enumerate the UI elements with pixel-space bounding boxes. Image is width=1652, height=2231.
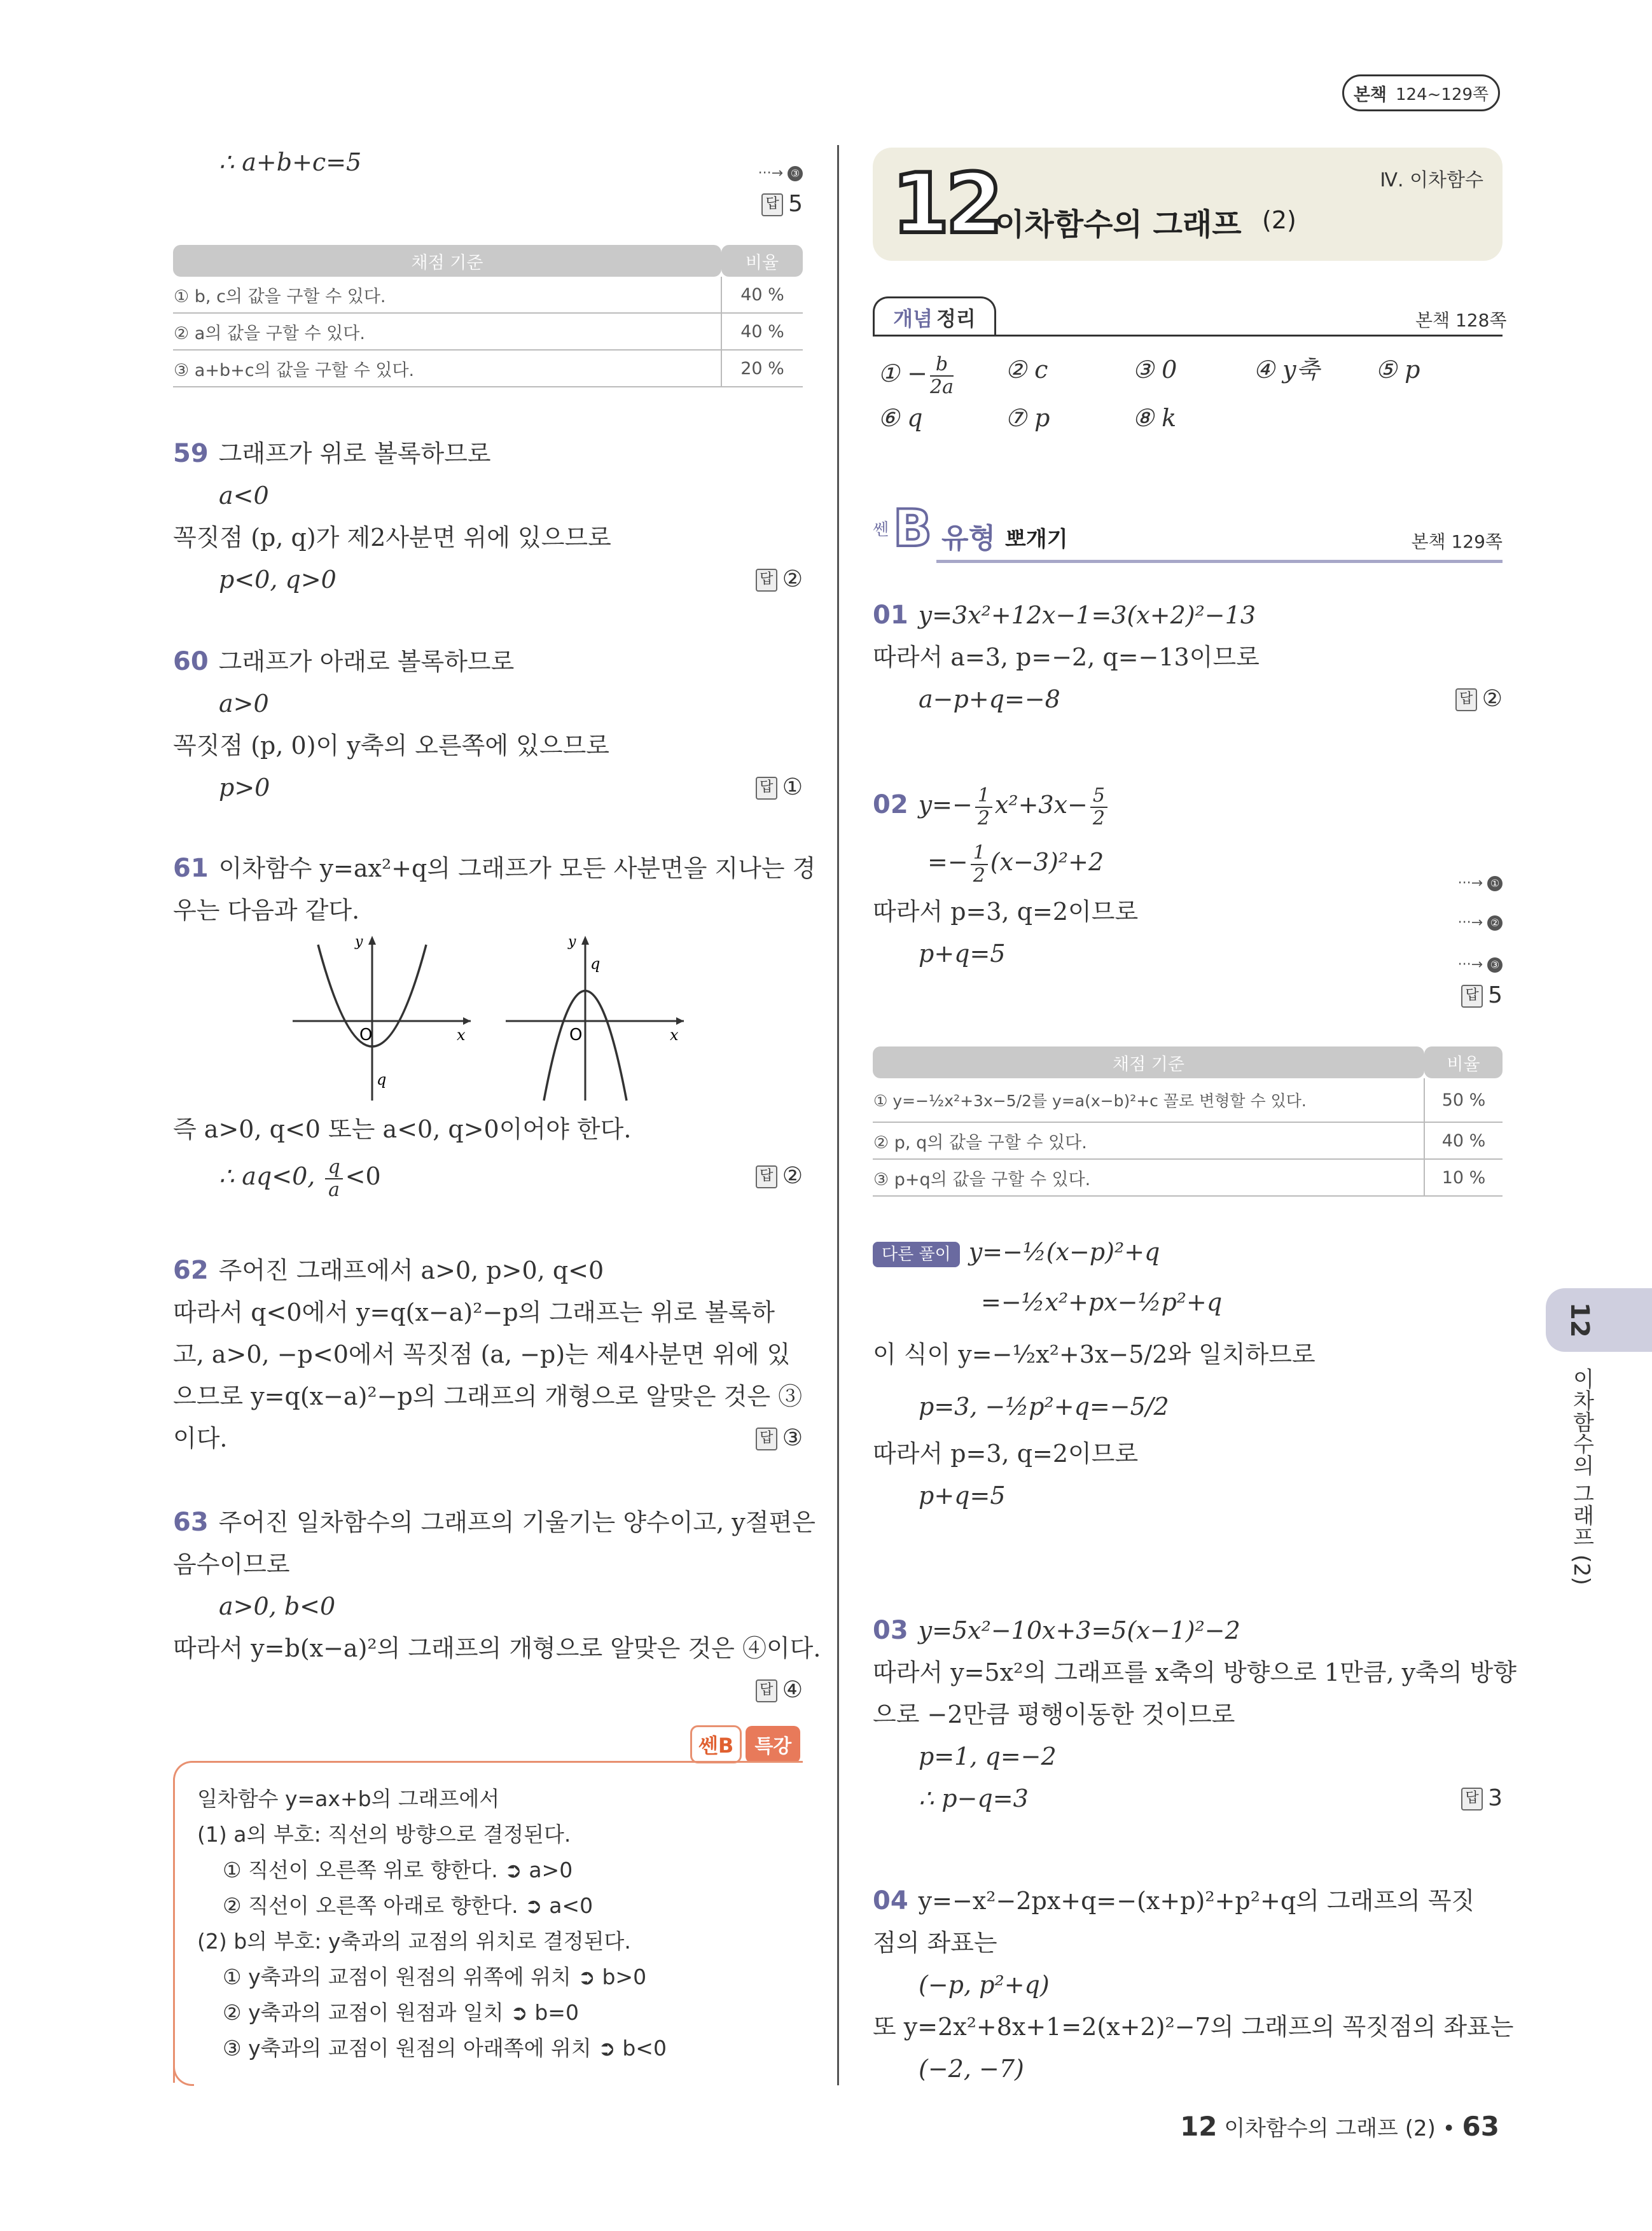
text-line: (−2, −7) [919, 2055, 1024, 2083]
answer-badge: 답 ① [756, 767, 803, 809]
concept-item: ② c [1005, 356, 1048, 384]
section-title-b: 뽀개기 [1005, 527, 1068, 552]
concept-ref: 본책 128쪽 [1415, 310, 1507, 331]
tip-line: (1) a의 부호: 직선의 방향으로 결정된다. [197, 1822, 571, 1847]
tip-line: ② 직선이 오른쪽 아래로 향한다. ➲ a<0 [223, 1893, 593, 1918]
step-marker-3: ③ [1487, 957, 1503, 973]
graph2-q-label: q [590, 955, 600, 973]
text-line: 따라서 p=3, q=2이므로 [873, 1440, 1139, 1468]
page-footer [1180, 2111, 1499, 2142]
text-line: ∴ p−q=3 [919, 1784, 1029, 1812]
text-line: x²+3x− [994, 791, 1088, 819]
text-line: 점의 좌표는 [873, 1929, 997, 1957]
section-header [873, 499, 1503, 564]
text-line: a>0, b<0 [219, 1592, 336, 1620]
fraction-denominator: 2 [973, 864, 985, 887]
text-line: 으므로 y=q(x−a)²−p의 그래프의 개형으로 알맞은 것은 ③ [173, 1382, 803, 1410]
text-line: p=1, q=−2 [919, 1742, 1057, 1770]
tip-box-content [197, 1781, 667, 2066]
problem-60 [173, 641, 803, 809]
graph1-y-label: y [355, 934, 363, 950]
graph1-q-label: q [377, 1071, 387, 1088]
answer-badge: 답 ② [756, 1150, 803, 1202]
fraction-denominator: 2a [930, 375, 954, 398]
fraction-numerator: b [930, 354, 954, 377]
graph2-x-label: x [670, 1026, 679, 1044]
concept-label-b: 정리 [936, 306, 976, 331]
answer-value: 5 [1488, 982, 1503, 1008]
scoring-table [173, 245, 803, 387]
table-row [873, 1159, 1503, 1196]
text-line: 고, a>0, −p<0에서 꼭짓점 (a, −p)는 제4사분면 위에 있 [173, 1340, 791, 1368]
step-marker: ···→ ③ [758, 153, 803, 195]
tip-line: (2) b의 부호: y축과의 교점의 위치로 결정된다. [197, 1929, 631, 1954]
fraction-numerator: 5 [1090, 785, 1107, 808]
text-line: 주어진 그래프에서 a>0, p>0, q<0 [218, 1256, 604, 1284]
table-row [173, 350, 803, 387]
fraction-numerator: 1 [971, 842, 988, 865]
text-line: 그래프가 아래로 볼록하므로 [218, 648, 515, 676]
side-tab-number: 12 [1565, 1302, 1594, 1338]
ratio-cell: 50 % [1424, 1078, 1503, 1122]
text-line: a−p+q=−8 [919, 685, 1060, 713]
text-line: 으로 −2만큼 평행이동한 것이므로 [873, 1700, 1235, 1728]
text-line: a<0 [219, 482, 269, 510]
ratio-cell: 20 % [721, 350, 803, 387]
concept-item: ③ 0 [1132, 356, 1177, 384]
concept-item: ⑥ q [878, 404, 923, 432]
concept-item: ⑧ k [1132, 404, 1177, 432]
equation-line: ∴ a+b+c=5 [219, 148, 362, 176]
table-row [173, 277, 803, 313]
left-column [173, 141, 803, 225]
section-title-a: 유형 [941, 522, 996, 555]
text-line: y=5x²−10x+3=5(x−1)²−2 [918, 1616, 1240, 1644]
table-header-ratio: 비율 [1424, 1046, 1503, 1078]
text-line: 이 식이 y=−½x²+3x−5/2와 일치하므로 [873, 1340, 1315, 1368]
problem-62 [173, 1249, 803, 1459]
fraction-denominator: 2 [1092, 807, 1105, 830]
answer-value: 5 [788, 191, 803, 217]
chapter-side-tab[interactable] [1546, 1288, 1652, 1352]
problem-01 [873, 594, 1503, 720]
parabola-graphs [280, 932, 693, 1104]
problem-03 [873, 1609, 1517, 1819]
table-row [173, 313, 803, 350]
problem-number: 61 [173, 854, 209, 883]
problem-61 [173, 847, 816, 931]
answer-value: 3 [1488, 1785, 1503, 1811]
tip-line: ① y축과의 교점이 원점의 위쪽에 위치 ➲ b>0 [223, 1964, 647, 1989]
text-line: y=−x²−2px+q=−(x+p)²+p²+q의 그래프의 꼭짓 [918, 1887, 1475, 1915]
answer-value: ② [782, 566, 803, 592]
text-line: 이차함수 y=ax²+q의 그래프가 모든 사분면을 지나는 경 [218, 854, 816, 882]
problem-number: 03 [873, 1616, 908, 1645]
ratio-cell: 40 % [721, 313, 803, 350]
answer-badge: 답 ② [1455, 678, 1503, 720]
text-line: (−p, p²+q) [919, 1971, 1050, 1999]
problem-02 [873, 776, 1503, 1017]
criteria-cell: ③ p+q의 값을 구할 수 있다. [873, 1159, 1424, 1196]
problem-number: 01 [873, 601, 908, 630]
concept-item: ⑤ p [1375, 356, 1420, 384]
text-line: p>0 [219, 774, 270, 802]
text-line: a>0 [219, 690, 269, 718]
text-line: 따라서 a=3, p=−2, q=−13이므로 [873, 643, 1260, 671]
text-line: p+q=5 [919, 1482, 1006, 1510]
text-line: 따라서 p=3, q=2이므로 [873, 898, 1139, 926]
concept-item: ① − [878, 359, 927, 387]
text-line: 꼭짓점 (p, 0)이 y축의 오른쪽에 있으므로 [173, 732, 610, 760]
ratio-cell: 40 % [721, 277, 803, 313]
tip-line: ③ y축과의 교점이 원점의 아래쪽에 위치 ➲ b<0 [223, 2036, 667, 2061]
side-tab-title: 이차함수의 그래프 (2) [1569, 1368, 1594, 1585]
step-marker: ···→ ① [1458, 855, 1503, 912]
column-divider [837, 145, 839, 2085]
tip-badge [690, 1725, 800, 1760]
text-line: 주어진 일차함수의 그래프의 기울기는 양수이고, y절편은 [218, 1508, 816, 1536]
fraction-numerator: 1 [975, 785, 992, 808]
fraction-numerator: q [325, 1157, 342, 1179]
text-line: y=−½(x−p)²+q [968, 1238, 1160, 1266]
text-line: =− [927, 848, 968, 876]
problem-59 [173, 433, 803, 601]
concept-label-a: 개념 [893, 306, 933, 331]
table-header-ratio: 비율 [721, 245, 803, 277]
text-line: 우는 다음과 같다. [173, 896, 360, 924]
answer-value: ③ [782, 1425, 803, 1451]
problem-number: 04 [873, 1886, 908, 1915]
section-ref: 본책 129쪽 [1411, 531, 1503, 552]
answer-value: ④ [782, 1677, 803, 1703]
concept-underline [873, 335, 1503, 337]
table-row [873, 1078, 1503, 1122]
text-line: p<0, q>0 [219, 566, 337, 594]
scoring-table-2 [873, 1046, 1503, 1197]
text-line: 꼭짓점 (p, q)가 제2사분면 위에 있으므로 [173, 524, 611, 552]
tip-badge-label: 특강 [746, 1726, 800, 1763]
footer-chapter-number: 12 [1180, 2111, 1218, 2142]
step-marker-2: ② [1487, 915, 1503, 931]
fraction-denominator: a [328, 1178, 340, 1201]
footer-separator: • [1442, 2116, 1455, 2141]
text-line: 즉 a>0, q<0 또는 a<0, q>0이어야 한다. [173, 1115, 632, 1143]
answer-badge: 답 5 [1461, 975, 1503, 1017]
text-line: 이다. [173, 1424, 228, 1452]
problem-63 [173, 1501, 821, 1711]
ratio-cell: 40 % [1424, 1122, 1503, 1159]
problem-number: 59 [173, 439, 209, 468]
section-letter: B [893, 499, 932, 558]
concept-answers [878, 349, 1501, 439]
tip-line: 일차함수 y=ax+b의 그래프에서 [197, 1786, 500, 1811]
text-line: <0 [345, 1162, 381, 1190]
chapter-number: 12 [892, 155, 999, 252]
answer-value: ② [1482, 686, 1503, 712]
problem-61-cont [173, 1108, 803, 1202]
text-line: 따라서 y=b(x−a)²의 그래프의 개형으로 알맞은 것은 ④이다. [173, 1634, 821, 1662]
criteria-cell: ③ a+b+c의 값을 구할 수 있다. [173, 350, 721, 387]
chapter-title: 이차함수의 그래프 [995, 207, 1242, 242]
problem-number: 60 [173, 647, 209, 676]
text-line: 그래프가 위로 볼록하므로 [218, 440, 491, 468]
text-line: ∴ aq<0, [219, 1162, 316, 1190]
graph1-origin-label: O [359, 1025, 373, 1045]
answer-badge: 답 3 [1461, 1777, 1503, 1819]
step-marker: ···→ ③ [1458, 944, 1503, 986]
text-line: p+q=5 [919, 940, 1006, 968]
answer-badge: 답 5 [761, 183, 803, 225]
table-header-criteria: 채점 기준 [173, 245, 721, 277]
problem-number: 02 [873, 790, 908, 819]
page-number: 63 [1462, 2111, 1499, 2142]
section-brand: 쎈 [873, 520, 889, 539]
graph2-origin-label: O [569, 1025, 583, 1045]
problem-number: 63 [173, 1508, 209, 1537]
step-marker-3: ③ [788, 166, 803, 181]
text-line: 음수이므로 [173, 1550, 290, 1578]
table-header-criteria: 채점 기준 [873, 1046, 1424, 1078]
badge-book-label: 본책 [1353, 85, 1387, 105]
criteria-cell: ① y=−½x²+3x−5/2를 y=a(x−b)²+c 꼴로 변형할 수 있다. [873, 1078, 1424, 1122]
text-line: =−½x²+px−½p²+q [981, 1288, 1223, 1316]
text-line: 또 y=2x²+8x+1=2(x+2)²−7의 그래프의 꼭짓점의 좌표는 [873, 2013, 1514, 2041]
table-row [873, 1122, 1503, 1159]
graph1-x-label: x [457, 1026, 466, 1044]
step-marker: ···→ ② [1458, 902, 1503, 944]
footer-chapter-title: 이차함수의 그래프 (2) [1224, 2116, 1436, 2141]
problem-04 [873, 1880, 1514, 2090]
step-marker-1: ① [1487, 876, 1503, 891]
text-line: (x−3)²+2 [990, 848, 1104, 876]
text-line: 따라서 q<0에서 y=q(x−a)²−p의 그래프는 위로 볼록하 [173, 1298, 775, 1326]
tip-line: ① 직선이 오른쪽 위로 향한다. ➲ a>0 [223, 1858, 573, 1882]
alt-solution-badge: 다른 풀이 [873, 1242, 960, 1267]
badge-pages: 124~129쪽 [1396, 85, 1489, 104]
concept-tab [873, 296, 996, 336]
chapter-subtitle: (2) [1262, 206, 1296, 234]
fraction-denominator: 2 [977, 807, 990, 830]
ratio-cell: 10 % [1424, 1159, 1503, 1196]
tip-badge-brand: 쎈B [690, 1725, 742, 1763]
unit-label: Ⅳ. 이차함수 [1380, 169, 1483, 191]
concept-item: ⑦ p [1005, 404, 1050, 432]
tip-line: ② y축과의 교점이 원점과 일치 ➲ b=0 [223, 2000, 579, 2025]
graph2-y-label: y [568, 934, 576, 950]
answer-badge: 답 ④ [756, 1669, 803, 1711]
answer-value: ① [782, 774, 803, 800]
alternative-solution [873, 1228, 1503, 1517]
text-line: y=3x²+12x−1=3(x+2)²−13 [918, 601, 1256, 629]
criteria-cell: ② p, q의 값을 구할 수 있다. [873, 1122, 1424, 1159]
answer-badge: 답 ③ [756, 1417, 803, 1459]
answer-value: ② [782, 1163, 803, 1189]
criteria-cell: ① b, c의 값을 구할 수 있다. [173, 277, 721, 313]
text-line: 따라서 y=5x²의 그래프를 x축의 방향으로 1만큼, y축의 방향 [873, 1658, 1517, 1686]
chapter-header [873, 148, 1503, 261]
criteria-cell: ② a의 값을 구할 수 있다. [173, 313, 721, 350]
problem-number: 62 [173, 1256, 209, 1285]
page-range-badge [1342, 74, 1500, 111]
answer-badge: 답 ② [756, 559, 803, 601]
text-line: p=3, −½p²+q=−5/2 [919, 1393, 1169, 1421]
text-line: y=− [918, 791, 973, 819]
concept-item: ④ y축 [1253, 356, 1320, 384]
